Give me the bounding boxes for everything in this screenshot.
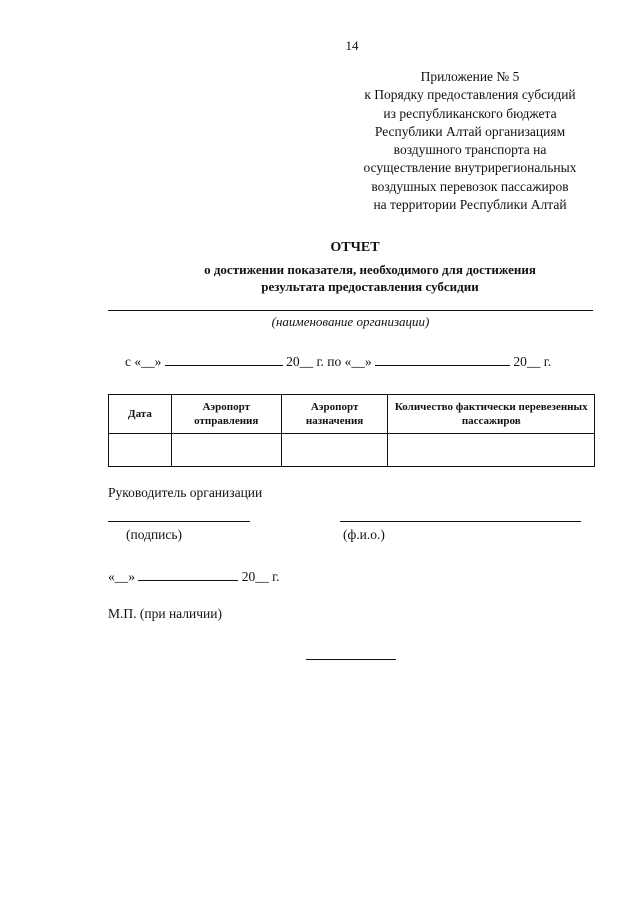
date-year-prefix: 20 — [241, 569, 256, 584]
column-header-arrival-airport: Аэропорт назначения — [281, 395, 388, 434]
head-of-organization-label: Руководитель организации — [108, 485, 263, 500]
table-row — [109, 434, 595, 467]
period-from-close: » — [154, 354, 162, 369]
arrival-airport-cell[interactable] — [281, 434, 388, 467]
appendix-line: воздушных перевозок пассажиров — [371, 178, 569, 194]
stamp-label: М.П. (при наличии) — [108, 606, 222, 621]
column-header-departure-airport: Аэропорт отправления — [171, 395, 281, 434]
period-year-prefix: 20 — [513, 354, 527, 369]
period-to-text: г. по « — [316, 354, 352, 369]
report-title: ОТЧЕТ — [330, 240, 380, 255]
period-to-day-field[interactable]: __ — [351, 354, 365, 369]
period-from-year-field[interactable]: __ — [299, 354, 314, 369]
signature-field[interactable] — [108, 521, 250, 522]
signature-caption: (подпись) — [126, 527, 183, 542]
date-open-quote: « — [108, 569, 115, 584]
period-year-suffix: г. — [543, 354, 552, 369]
date-close-quote: » — [128, 569, 135, 584]
date-cell[interactable] — [109, 434, 172, 467]
period-to-close: » — [364, 354, 372, 369]
date-year-field[interactable]: __ — [255, 569, 269, 584]
appendix-line: на территории Республики Алтай — [373, 197, 567, 213]
appendix-header — [350, 68, 590, 214]
appendix-line: осуществление внутрирегиональных — [363, 160, 577, 176]
appendix-line: к Порядку предоставления субсидий — [364, 87, 576, 103]
passenger-report-table — [108, 394, 595, 467]
report-subtitle-line: о достижении показателя, необходимого для достижения — [204, 262, 536, 277]
date-day-field[interactable]: __ — [114, 569, 129, 584]
appendix-line: из республиканского бюджета — [383, 105, 557, 121]
appendix-line: Республики Алтай организациям — [374, 123, 566, 139]
end-divider — [306, 659, 396, 660]
period-year-prefix: 20 — [286, 354, 300, 369]
organization-caption: (наименование организации) — [271, 314, 430, 329]
report-period — [125, 353, 551, 370]
full-name-field[interactable] — [340, 521, 581, 522]
organization-name-field[interactable] — [108, 310, 593, 311]
appendix-line: воздушного транспорта на — [393, 142, 547, 158]
report-subtitle-line: результата предоставления субсидии — [261, 279, 479, 294]
date-year-suffix: г. — [272, 569, 280, 584]
appendix-line: Приложение № 5 — [420, 69, 520, 84]
period-from-month-field[interactable] — [165, 353, 283, 366]
table-header-row — [109, 395, 595, 434]
passenger-count-cell[interactable] — [388, 434, 595, 467]
column-header-passenger-count: Количество фактически перевезенных пассажиров — [388, 395, 595, 434]
date-month-field[interactable] — [138, 568, 238, 581]
sign-date — [108, 568, 280, 585]
column-header-date: Дата — [109, 395, 172, 434]
period-to-month-field[interactable] — [375, 353, 510, 366]
report-subtitle — [150, 261, 590, 295]
full-name-caption: (ф.и.о.) — [343, 527, 385, 542]
period-from-day-field[interactable]: __ — [141, 354, 155, 369]
departure-airport-cell[interactable] — [171, 434, 281, 467]
period-to-year-field[interactable]: __ — [526, 354, 541, 369]
page-number: 14 — [345, 38, 359, 53]
period-from-prefix: с « — [125, 354, 142, 369]
